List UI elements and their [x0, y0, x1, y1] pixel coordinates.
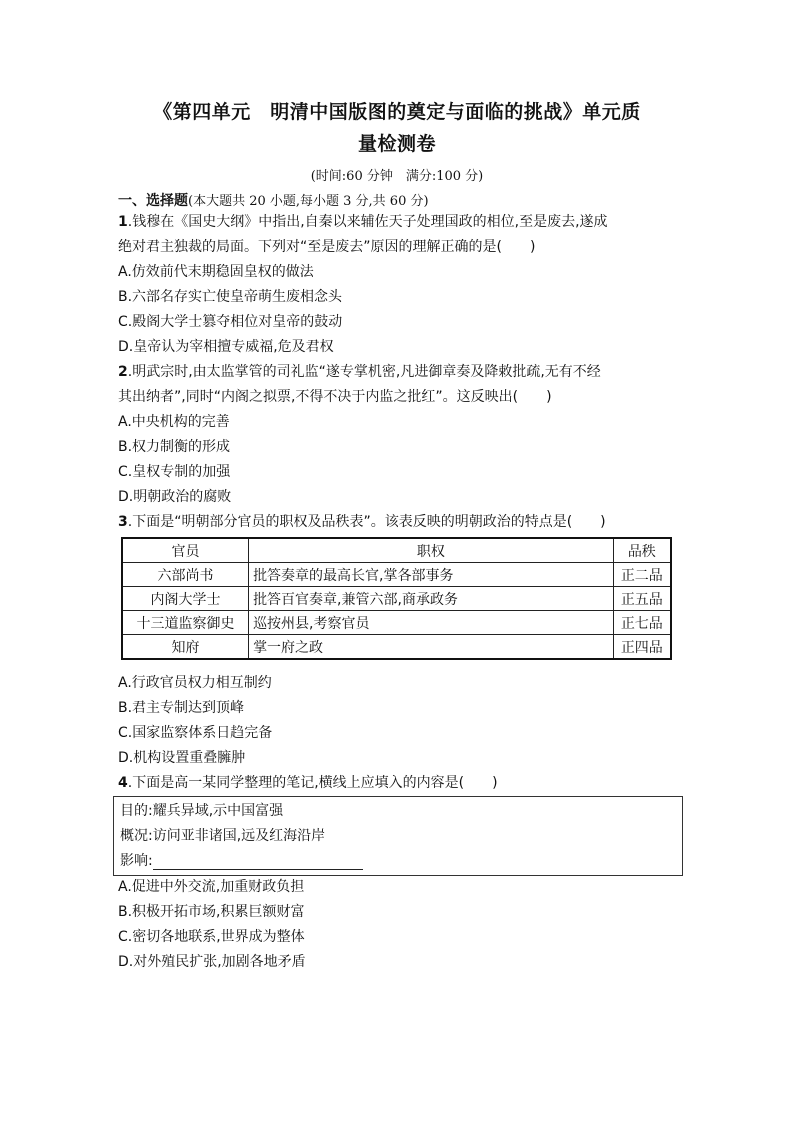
q4-option-b[interactable]: B.积极开拓市场,积累巨额财富	[118, 904, 305, 920]
table-row	[122, 587, 671, 611]
table-cell-official: 知府	[122, 635, 249, 660]
q3-option-d[interactable]: D.机构设置重叠臃肿	[118, 750, 246, 766]
table-header-rank: 品秩	[613, 538, 671, 563]
table-cell-official: 内阁大学士	[122, 587, 249, 611]
table-header-row	[122, 538, 671, 563]
table-cell-rank: 正四品	[613, 635, 671, 660]
q2-number: 2	[118, 364, 128, 380]
q2-option-b[interactable]: B.权力制衡的形成	[118, 439, 231, 455]
q1-option-a[interactable]: A.仿效前代末期稳固皇权的做法	[118, 264, 314, 280]
q1-number: 1	[118, 214, 128, 230]
table-header-official: 官员	[122, 538, 249, 563]
note-overview: 概况:访问亚非诸国,远及红海沿岸	[120, 828, 326, 844]
study-note-box	[113, 796, 683, 876]
q4-option-d[interactable]: D.对外殖民扩张,加剧各地矛盾	[118, 954, 306, 970]
q3-option-a[interactable]: A.行政官员权力相互制约	[118, 675, 272, 691]
q1-option-d[interactable]: D.皇帝认为宰相擅专威福,危及君权	[118, 339, 334, 355]
table-cell-authority: 巡按州县,考察官员	[249, 611, 614, 635]
table-row	[122, 635, 671, 660]
q4-number: 4	[118, 775, 128, 791]
page-title-line1: 《第四单元 明清中国版图的奠定与面临的挑战》单元质	[153, 101, 641, 123]
table-header-authority: 职权	[249, 538, 614, 563]
note-impact: 影响:	[120, 850, 363, 870]
officials-table	[121, 537, 672, 660]
table-row	[122, 563, 671, 587]
q4-stem-line1: 4.下面是高一某同学整理的笔记,横线上应填入的内容是( )	[118, 775, 498, 791]
q1-stem-line1: 1.钱穆在《国史大纲》中指出,自秦以来辅佐天子处理国政的相位,至是废去,遂成	[118, 214, 608, 230]
q1-option-b[interactable]: B.六部名存实亡使皇帝萌生废相念头	[118, 289, 343, 305]
q2-option-d[interactable]: D.明朝政治的腐败	[118, 489, 232, 505]
table-cell-official: 六部尚书	[122, 563, 249, 587]
q1-stem-line2: 绝对君主独裁的局面。下列对“至是废去”原因的理解正确的是( )	[118, 239, 536, 255]
q3-stem-line1: 3.下面是“明朝部分官员的职权及品秩表”。该表反映的明朝政治的特点是( )	[118, 514, 606, 530]
table-row	[122, 611, 671, 635]
q4-option-c[interactable]: C.密切各地联系,世界成为整体	[118, 929, 305, 945]
q2-stem-line2: 其出纳者”,同时“内阁之拟票,不得不决于内监之批红”。这反映出( )	[118, 389, 552, 405]
q3-number: 3	[118, 514, 128, 530]
table-cell-authority: 批答奏章的最高长官,掌各部事务	[249, 563, 614, 587]
q2-stem-line1: 2.明武宗时,由太监掌管的司礼监“遂专掌机密,凡进御章奏及降敕批疏,无有不经	[118, 364, 601, 380]
table-cell-authority: 掌一府之政	[249, 635, 614, 660]
answer-blank[interactable]	[153, 855, 363, 870]
q3-option-c[interactable]: C.国家监察体系日趋完备	[118, 725, 273, 741]
table-cell-official: 十三道监察御史	[122, 611, 249, 635]
q4-option-a[interactable]: A.促进中外交流,加重财政负担	[118, 879, 305, 895]
section-note: (本大题共 20 小题,每小题 3 分,共 60 分)	[188, 194, 429, 209]
q2-option-a[interactable]: A.中央机构的完善	[118, 414, 230, 430]
note-purpose: 目的:耀兵异域,示中国富强	[120, 803, 284, 819]
page-title-line2: 量检测卷	[357, 133, 436, 155]
table-cell-rank: 正二品	[613, 563, 671, 587]
table-cell-authority: 批答百官奏章,兼管六部,商承政务	[249, 587, 614, 611]
table-cell-rank: 正五品	[613, 587, 671, 611]
q1-option-c[interactable]: C.殿阁大学士篡夺相位对皇帝的鼓动	[118, 314, 343, 330]
table-cell-rank: 正七品	[613, 611, 671, 635]
section-label: 一、选择题	[118, 193, 188, 209]
q2-option-c[interactable]: C.皇权专制的加强	[118, 464, 231, 480]
section-heading	[118, 190, 429, 210]
exam-meta: (时间:60 分钟 满分:100 分)	[310, 169, 484, 184]
q3-option-b[interactable]: B.君主专制达到顶峰	[118, 700, 245, 716]
